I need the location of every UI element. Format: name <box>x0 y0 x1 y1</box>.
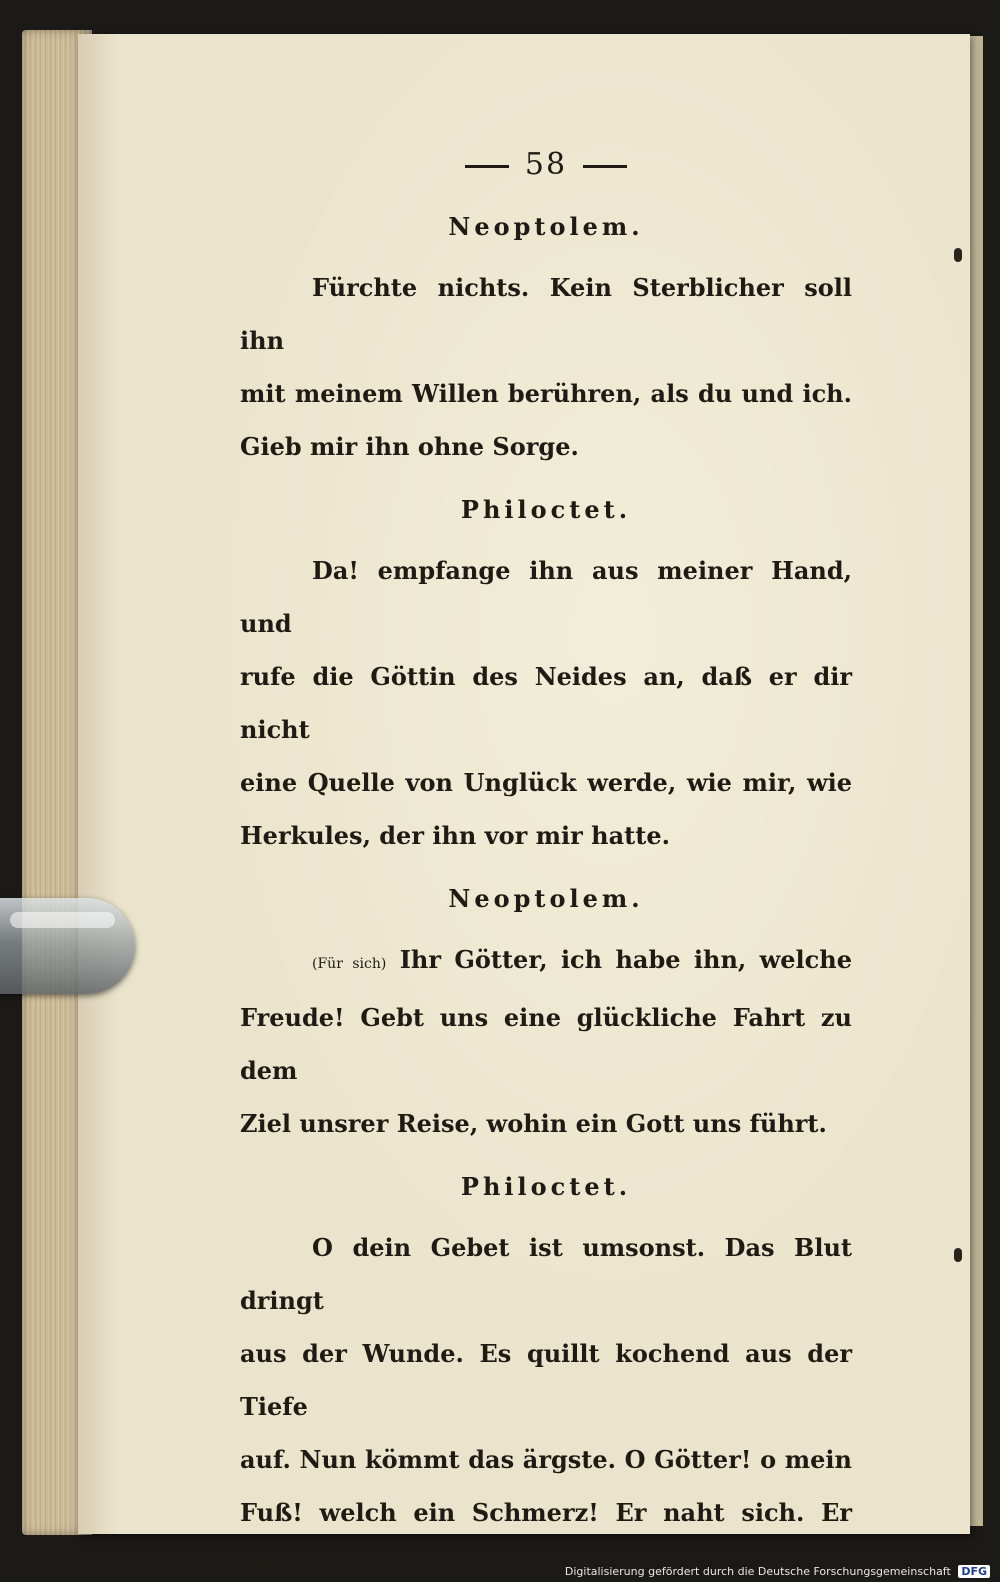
page-number <box>240 140 852 190</box>
speaker-heading: Philoctet. <box>460 1172 632 1201</box>
speech-block <box>240 1221 852 1582</box>
speech-line: Fürchte nichts. Kein Sterblicher soll ihn <box>240 273 852 355</box>
page-number-text: 58 <box>524 147 568 182</box>
speech-line: eine Quelle von Unglück werde, wie mir, wie <box>240 768 852 797</box>
speech-line: mit meinem Willen berühren, als du und ich. <box>240 379 852 408</box>
page-clip <box>0 898 135 994</box>
credit-text: Digitalisierung gefördert durch die Deutsche Forschungsgemeinschaft <box>564 1565 951 1578</box>
speech-line: Ziel unsrer Reise, wohin ein Gott uns führt. <box>240 1109 827 1138</box>
speaker-heading: Neoptolem. <box>448 212 644 241</box>
speaker-heading: Philoctet. <box>460 495 632 524</box>
page-content <box>240 140 852 1582</box>
speech-block <box>240 933 852 1150</box>
dash-left <box>465 165 509 168</box>
speech-line-text: Ihr Götter, ich habe ihn, welche <box>399 945 853 974</box>
speech-line: Herkules, der ihn vor mir hatte. <box>240 821 670 850</box>
speech-line: Freude! Gebt uns eine glückliche Fahrt zu dem <box>240 1003 852 1085</box>
speech-line: rufe die Göttin des Neides an, daß er dir nicht <box>240 662 852 744</box>
speech-line: aus der Wunde. Es quillt kochend aus der Tiefe <box>240 1339 852 1421</box>
speech-block <box>240 261 852 473</box>
stage-direction: (Für sich) <box>312 956 387 972</box>
dash-right <box>583 165 627 168</box>
speech-line <box>240 933 852 991</box>
speech-line: Da! empfange ihn aus meiner Hand, und <box>240 556 852 638</box>
speaker-heading: Neoptolem. <box>448 884 644 913</box>
speech-line: O dein Gebet ist umsonst. Das Blut dringt <box>240 1233 852 1315</box>
page-spot <box>954 248 962 262</box>
speech-line: Gieb mir ihn ohne Sorge. <box>240 432 579 461</box>
speech-block <box>240 544 852 862</box>
speech-line: auf. Nun kömmt das ärgste. O Götter! o mein <box>240 1445 852 1474</box>
speech-line: Fuß! welch ein Schmerz! Er naht sich. Er ver- <box>240 1498 852 1580</box>
digitization-credit <box>565 1565 990 1578</box>
page-spot <box>954 1248 962 1262</box>
dfg-logo: DFG <box>958 1565 990 1578</box>
